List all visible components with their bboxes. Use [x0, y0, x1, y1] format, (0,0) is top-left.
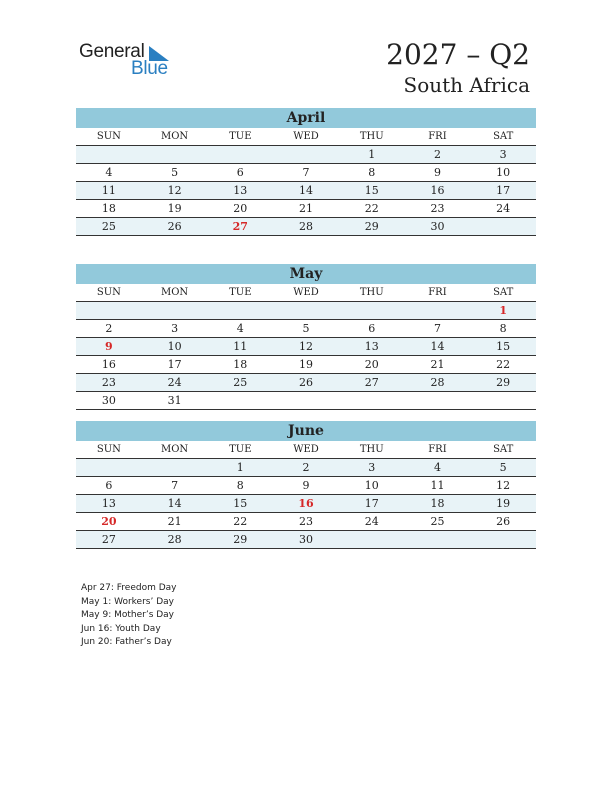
day-cell: 17	[364, 497, 379, 510]
weekday-label: SAT	[493, 131, 514, 142]
day-cell	[207, 302, 273, 319]
day-cell: 6	[236, 166, 244, 179]
weekday-header-row	[76, 441, 536, 459]
day-cell: 11	[233, 340, 248, 353]
day-cell	[273, 302, 339, 319]
day-cell: 5	[171, 166, 179, 179]
day-cell: 20	[364, 358, 379, 371]
holiday-item: Jun 16: Youth Day	[81, 623, 161, 634]
weekday-label: FRI	[428, 444, 447, 455]
day-cell: 14	[430, 340, 445, 353]
day-cell: 7	[302, 166, 310, 179]
day-cell: 22	[364, 202, 379, 215]
holiday-item: May 1: Workers’ Day	[81, 596, 174, 607]
day-cell	[142, 459, 208, 476]
weekday-label: MON	[160, 131, 189, 142]
week-row	[76, 374, 536, 392]
weekday-label: TUE	[229, 287, 252, 298]
day-cell: 18	[233, 358, 248, 371]
day-cell	[142, 146, 208, 163]
day-cell: 31	[167, 394, 182, 407]
week-row	[76, 531, 536, 549]
day-cell: 11	[430, 479, 445, 492]
day-cell: 15	[233, 497, 248, 510]
day-cell	[470, 392, 536, 409]
day-cell: 4	[105, 166, 113, 179]
logo-text-blue: Blue	[131, 58, 168, 79]
weekday-label: THU	[359, 287, 384, 298]
weekday-label: FRI	[428, 131, 447, 142]
day-cell: 5	[499, 461, 507, 474]
day-cell	[273, 392, 339, 409]
week-row	[76, 477, 536, 495]
day-cell: 24	[167, 376, 182, 389]
day-cell: 10	[496, 166, 511, 179]
day-cell	[339, 392, 405, 409]
day-cell: 12	[496, 479, 511, 492]
day-cell: 28	[299, 220, 314, 233]
weekday-header-row	[76, 284, 536, 302]
day-cell: 15	[496, 340, 511, 353]
day-cell: 1	[499, 304, 507, 317]
day-cell: 6	[105, 479, 113, 492]
day-cell: 21	[299, 202, 314, 215]
weekday-label: SUN	[96, 287, 121, 298]
month-june	[76, 421, 536, 549]
country-name: South Africa	[403, 73, 530, 97]
day-cell: 12	[167, 184, 182, 197]
day-cell: 26	[496, 515, 511, 528]
day-cell: 16	[101, 358, 116, 371]
day-cell: 21	[167, 515, 182, 528]
day-cell: 18	[101, 202, 116, 215]
day-cell	[76, 302, 142, 319]
weekday-label: MON	[160, 444, 189, 455]
day-cell: 5	[302, 322, 310, 335]
day-cell: 2	[433, 148, 441, 161]
day-cell	[207, 146, 273, 163]
day-cell: 28	[430, 376, 445, 389]
day-cell: 15	[364, 184, 379, 197]
day-cell: 25	[101, 220, 116, 233]
day-cell: 17	[167, 358, 182, 371]
day-cell: 13	[364, 340, 379, 353]
weekday-label: WED	[293, 131, 319, 142]
day-cell: 25	[430, 515, 445, 528]
day-cell: 19	[167, 202, 182, 215]
week-row	[76, 182, 536, 200]
day-cell: 7	[433, 322, 441, 335]
day-cell: 21	[430, 358, 445, 371]
day-cell: 29	[496, 376, 511, 389]
day-cell	[339, 302, 405, 319]
day-cell: 26	[299, 376, 314, 389]
month-may	[76, 264, 536, 410]
day-cell: 1	[368, 148, 376, 161]
day-cell: 25	[233, 376, 248, 389]
week-row	[76, 338, 536, 356]
weekday-label: SUN	[96, 444, 121, 455]
weekday-label: TUE	[229, 444, 252, 455]
day-cell: 8	[236, 479, 244, 492]
day-cell: 9	[302, 479, 310, 492]
week-row	[76, 320, 536, 338]
day-cell: 8	[499, 322, 507, 335]
day-cell: 19	[496, 497, 511, 510]
day-cell: 11	[101, 184, 116, 197]
day-cell: 16	[298, 497, 314, 510]
month-april	[76, 108, 536, 236]
day-cell: 17	[496, 184, 511, 197]
week-row	[76, 146, 536, 164]
weekday-label: MON	[160, 287, 189, 298]
day-cell: 29	[364, 220, 379, 233]
day-cell: 13	[233, 184, 248, 197]
month-title: June	[76, 421, 536, 441]
weekday-label: SAT	[493, 444, 514, 455]
day-cell: 22	[496, 358, 511, 371]
day-cell: 4	[236, 322, 244, 335]
day-cell: 26	[167, 220, 182, 233]
day-cell: 18	[430, 497, 445, 510]
day-cell: 12	[299, 340, 314, 353]
weekday-label: THU	[359, 444, 384, 455]
week-row	[76, 459, 536, 477]
day-cell	[470, 218, 536, 235]
day-cell: 13	[101, 497, 116, 510]
day-cell: 8	[368, 166, 376, 179]
weekday-label: SAT	[493, 287, 514, 298]
day-cell: 7	[171, 479, 179, 492]
day-cell	[405, 392, 471, 409]
day-cell: 4	[433, 461, 441, 474]
week-row	[76, 218, 536, 236]
holiday-item: Apr 27: Freedom Day	[81, 583, 177, 593]
weekday-label: THU	[359, 131, 384, 142]
day-cell	[405, 531, 471, 548]
month-title: April	[76, 108, 536, 128]
weekday-label: SUN	[96, 131, 121, 142]
day-cell	[405, 302, 471, 319]
day-cell: 3	[368, 461, 376, 474]
weekday-label: FRI	[428, 287, 447, 298]
weekday-header-row	[76, 128, 536, 146]
page-title: 2027 – Q2	[386, 38, 530, 71]
weekday-label: WED	[293, 444, 319, 455]
day-cell: 14	[167, 497, 182, 510]
day-cell: 29	[233, 533, 248, 546]
day-cell: 30	[430, 220, 445, 233]
day-cell: 23	[299, 515, 314, 528]
day-cell: 6	[368, 322, 376, 335]
logo	[79, 41, 179, 81]
day-cell: 9	[105, 340, 113, 353]
logo-text-general: General	[79, 41, 145, 62]
day-cell: 1	[236, 461, 244, 474]
day-cell: 19	[299, 358, 314, 371]
weekday-label: WED	[293, 287, 319, 298]
day-cell	[142, 302, 208, 319]
day-cell: 2	[105, 322, 113, 335]
month-title: May	[76, 264, 536, 284]
day-cell: 20	[101, 515, 117, 528]
week-row	[76, 513, 536, 531]
day-cell: 23	[430, 202, 445, 215]
day-cell: 27	[364, 376, 379, 389]
day-cell	[470, 531, 536, 548]
day-cell: 2	[302, 461, 310, 474]
day-cell: 30	[299, 533, 314, 546]
week-row	[76, 302, 536, 320]
week-row	[76, 495, 536, 513]
day-cell: 10	[364, 479, 379, 492]
day-cell: 27	[101, 533, 116, 546]
day-cell: 28	[167, 533, 182, 546]
holiday-item: Jun 20: Father’s Day	[81, 637, 172, 647]
day-cell: 27	[232, 220, 248, 233]
week-row	[76, 392, 536, 410]
weekday-label: TUE	[229, 131, 252, 142]
day-cell	[76, 459, 142, 476]
day-cell	[207, 392, 273, 409]
week-row	[76, 356, 536, 374]
day-cell: 14	[299, 184, 314, 197]
week-row	[76, 164, 536, 182]
day-cell: 30	[101, 394, 116, 407]
day-cell: 23	[101, 376, 116, 389]
holiday-item: May 9: Mother’s Day	[81, 610, 175, 620]
day-cell	[339, 531, 405, 548]
day-cell: 3	[171, 322, 179, 335]
day-cell: 20	[233, 202, 248, 215]
day-cell: 10	[167, 340, 182, 353]
day-cell: 16	[430, 184, 445, 197]
day-cell: 9	[433, 166, 441, 179]
day-cell: 22	[233, 515, 248, 528]
day-cell: 24	[364, 515, 379, 528]
day-cell	[76, 146, 142, 163]
week-row	[76, 200, 536, 218]
day-cell: 24	[496, 202, 511, 215]
day-cell	[273, 146, 339, 163]
day-cell: 3	[499, 148, 507, 161]
holiday-list	[81, 582, 177, 650]
